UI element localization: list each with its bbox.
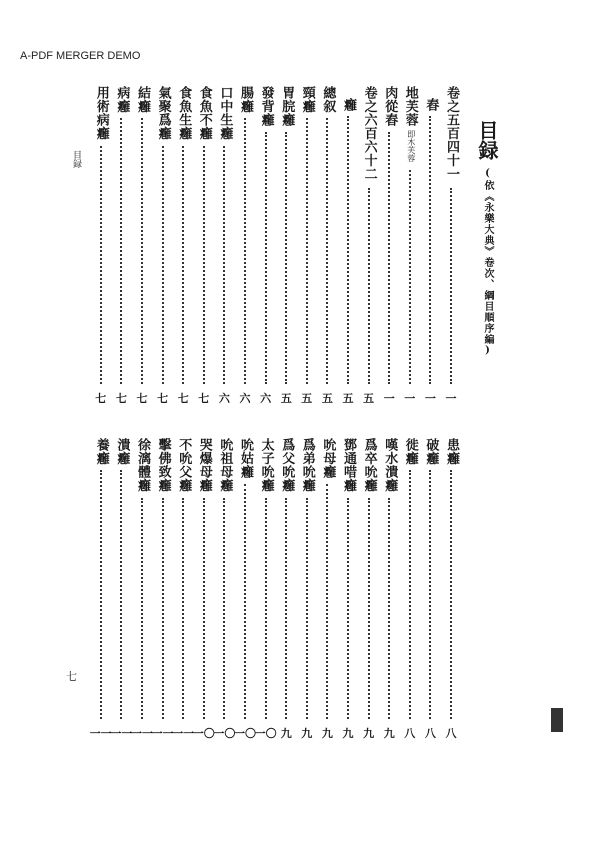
toc-entry xyxy=(378,86,400,405)
toc-entry-page: 五 xyxy=(301,392,313,405)
toc-entry xyxy=(172,86,194,405)
dot-leader xyxy=(223,146,225,384)
toc-entry-label: 總叙 xyxy=(320,86,336,113)
toc-entry-label: 癰 xyxy=(341,98,356,112)
toc-entry xyxy=(193,438,215,742)
toc-entry-page: 一一 xyxy=(151,727,174,740)
dot-leader xyxy=(368,498,370,719)
dot-leader xyxy=(100,146,102,384)
toc-entry-label: 太子吮癰 xyxy=(258,438,274,492)
toc-entry xyxy=(337,438,359,742)
toc-entry-page: 一 xyxy=(383,392,395,405)
toc-entry-label: 擊佛致癰 xyxy=(155,438,171,492)
toc-entry-page: 九 xyxy=(383,727,395,740)
toc-entry-page: 一〇 xyxy=(213,727,236,740)
toc-entry-page: 七 xyxy=(177,392,189,405)
toc-entry-label: 發背癰 xyxy=(258,86,274,127)
toc-entry-page: 九 xyxy=(301,727,313,740)
toc-entry-label: 破癰 xyxy=(423,438,439,465)
toc-entry-label: 氣聚爲癰 xyxy=(155,86,171,140)
dot-leader xyxy=(409,170,411,384)
toc-entry-page: 一一 xyxy=(131,727,153,740)
dot-leader xyxy=(120,118,122,384)
toc-entry xyxy=(275,86,297,405)
dot-leader xyxy=(388,498,390,719)
toc-entry-label: 徐漓體癰 xyxy=(135,438,150,492)
dot-leader xyxy=(368,188,370,384)
toc-entry-page: 七 xyxy=(157,392,169,405)
toc-entry-page: 一 xyxy=(445,392,457,405)
toc-entry-label: 患癰 xyxy=(444,438,459,465)
toc-entry xyxy=(234,438,256,742)
dot-leader xyxy=(162,498,164,719)
toc-entry xyxy=(358,438,380,742)
toc-entry xyxy=(90,438,112,742)
dot-leader xyxy=(120,470,122,719)
toc-entry xyxy=(275,438,297,742)
watermark-text: A-PDF MERGER DEMO xyxy=(20,50,141,62)
dot-leader xyxy=(306,118,308,384)
running-head: 目録 xyxy=(71,150,81,168)
toc-entry xyxy=(399,438,421,742)
toc-entry xyxy=(172,438,194,742)
toc-entry-page: 九 xyxy=(321,727,333,740)
toc-entry xyxy=(131,86,153,405)
toc-entry-label: 卷之五百四十一 xyxy=(444,86,459,181)
toc-entry xyxy=(234,86,256,405)
toc-entry-page: 一〇 xyxy=(234,727,256,740)
toc-entry-label: 用術病癰 xyxy=(93,86,109,140)
dot-leader xyxy=(450,470,452,719)
toc-entry-page: 七 xyxy=(95,392,107,405)
folio-number: 七 xyxy=(66,670,77,683)
toc-entry xyxy=(337,86,359,405)
toc-entry-label: 爲卒吮癰 xyxy=(361,438,377,492)
edge-mark xyxy=(551,708,563,732)
toc-entry-label: 腸癰 xyxy=(238,86,253,113)
toc-entry xyxy=(255,438,277,742)
toc-entry xyxy=(90,86,112,405)
toc-entry-label: 病癰 xyxy=(114,86,130,113)
toc-entry-label: 爲父吮癰 xyxy=(279,438,295,492)
dot-leader xyxy=(347,498,349,719)
toc-entry-page: 一一 xyxy=(89,727,112,740)
toc-entry-page: 一 xyxy=(404,392,416,405)
dot-leader xyxy=(203,146,205,384)
toc-entry xyxy=(358,86,380,405)
toc-entry-page: 五 xyxy=(321,392,333,405)
dot-leader xyxy=(429,470,431,719)
toc-entry-label: 徙癰 xyxy=(402,438,418,465)
toc-entry xyxy=(152,438,174,742)
toc-entry-page: 五 xyxy=(363,392,375,405)
toc-entry-page: 六 xyxy=(260,392,272,405)
dot-leader xyxy=(182,146,184,384)
dot-leader xyxy=(347,116,349,384)
dot-leader xyxy=(244,484,246,719)
toc-entry-label: 爲弟吮癰 xyxy=(299,438,315,492)
toc-entry-page: 九 xyxy=(342,727,354,740)
toc-entry xyxy=(110,438,132,742)
toc-entry-page: 八 xyxy=(424,727,436,740)
toc-entry xyxy=(378,438,400,742)
toc-entry-label: 舂 xyxy=(423,98,439,112)
toc-entry-page: 六 xyxy=(239,392,251,405)
toc-entry-label: 口中生癰 xyxy=(217,86,233,140)
toc-entry-page: 一 xyxy=(424,392,436,405)
toc-entry xyxy=(296,86,318,405)
dot-leader xyxy=(388,132,390,384)
toc-entry-label: 卷之六百六十二 xyxy=(361,86,377,181)
toc-entry-page: 五 xyxy=(280,392,292,405)
toc-entry-label: 吮姑癰 xyxy=(238,438,253,479)
dot-leader xyxy=(162,146,164,384)
toc-entry-page: 一一 xyxy=(110,727,133,740)
toc-entry-label: 哭爆母癰 xyxy=(196,438,212,492)
dot-leader xyxy=(326,118,328,384)
toc-entry xyxy=(193,86,215,405)
dot-leader xyxy=(203,498,205,719)
toc-entry-label: 養癰 xyxy=(93,438,109,465)
dot-leader xyxy=(100,470,102,719)
toc-entry-page: 八 xyxy=(445,727,457,740)
dot-leader xyxy=(223,498,225,719)
toc-entry xyxy=(440,438,462,742)
dot-leader xyxy=(182,498,184,719)
toc-entry-label: 吮母癰 xyxy=(320,438,336,479)
toc-entry-page: 八 xyxy=(404,727,416,740)
toc-entry-label: 頸癰 xyxy=(299,86,315,113)
toc-entry xyxy=(419,438,441,742)
toc-entry xyxy=(296,438,318,742)
toc-entry-label: 潰癰 xyxy=(114,438,130,465)
dot-leader xyxy=(244,118,246,384)
toc-entry-page: 九 xyxy=(280,727,292,740)
toc-entry-page: 一〇 xyxy=(254,727,277,740)
toc-entry-label: 結癰 xyxy=(135,86,150,113)
toc-entry-label: 胃脘癰 xyxy=(279,86,295,127)
toc-entry xyxy=(213,86,235,405)
toc-entry-page: 一一 xyxy=(172,727,195,740)
dot-leader xyxy=(429,116,431,384)
toc-entry-label: 食魚不癰 xyxy=(196,86,212,140)
toc-entry-label: 不吮父癰 xyxy=(176,438,192,492)
toc-entry-label: 吮祖母癰 xyxy=(217,438,233,492)
dot-leader xyxy=(285,498,287,719)
toc-entry-label: 鄧通唶癰 xyxy=(341,438,356,492)
dot-leader xyxy=(409,470,411,719)
toc-entry xyxy=(152,86,174,405)
toc-entry-label: 肉從舂 xyxy=(382,86,398,127)
dot-leader xyxy=(141,498,143,719)
toc-entry-page: 一〇 xyxy=(192,727,215,740)
dot-leader xyxy=(141,118,143,384)
toc-entry-label: 嘆水潰癰 xyxy=(382,438,398,492)
toc-entry-page: 七 xyxy=(115,392,127,405)
toc-entry xyxy=(419,86,441,405)
toc-entry xyxy=(131,438,153,742)
dot-leader xyxy=(306,498,308,719)
page-subtitle: (依《永樂大典》卷次、綱目順序編) xyxy=(482,168,493,357)
dot-leader xyxy=(265,132,267,384)
toc-entry-label: 食魚生癰 xyxy=(176,86,192,140)
dot-leader xyxy=(285,132,287,384)
page-title: 目録 xyxy=(475,120,499,160)
toc-entry-page: 六 xyxy=(218,392,230,405)
toc-entry-page: 七 xyxy=(198,392,210,405)
toc-entry xyxy=(316,438,338,742)
toc-entry xyxy=(440,86,462,405)
toc-entry-page: 五 xyxy=(342,392,354,405)
toc-entry xyxy=(316,86,338,405)
dot-leader xyxy=(326,484,328,719)
toc-entry-label: 地芙蓉 xyxy=(402,86,418,127)
toc-entry xyxy=(110,86,132,405)
toc-entry xyxy=(213,438,235,742)
dot-leader xyxy=(265,498,267,719)
toc-entry-page: 九 xyxy=(363,727,375,740)
toc-entry-page: 七 xyxy=(136,392,148,405)
toc-entry xyxy=(255,86,277,405)
toc-entry xyxy=(399,86,421,405)
dot-leader xyxy=(450,188,452,384)
toc-entry-note: 即木芙蓉 xyxy=(406,130,416,162)
